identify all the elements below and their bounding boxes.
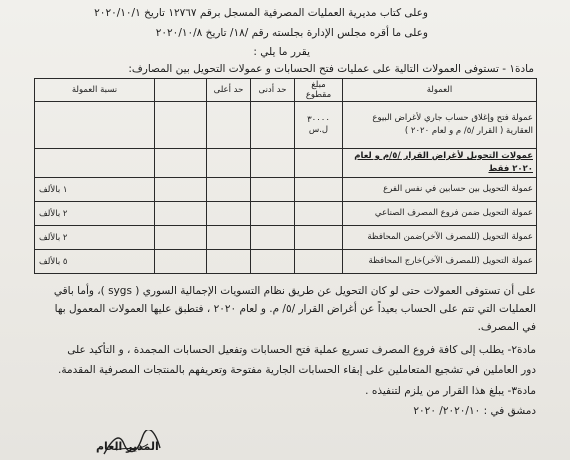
row-max xyxy=(207,102,251,149)
empty-cell xyxy=(207,149,251,178)
empty-cell xyxy=(295,250,343,274)
empty-cell xyxy=(295,226,343,250)
empty-cell xyxy=(295,202,343,226)
row-rate: ٢ بالألف xyxy=(35,202,155,226)
row-description: عمولة التحويل (للمصرف الآخر)خارج المحافظة xyxy=(343,250,537,274)
header-min: حد أدنى xyxy=(251,79,295,102)
header-max: حد أعلى xyxy=(207,79,251,102)
row-rate: ٥ بالألف xyxy=(35,250,155,274)
article-1-heading: مادة١ - تستوفى العمولات التالية على عمليات فتح الحسابات و عمولات التحويل بين المصارف: xyxy=(128,63,534,75)
row-rate: ٢ بالألف xyxy=(35,226,155,250)
row-description: عمولة التحويل بين حسابين في نفس الفرع xyxy=(343,178,537,202)
intro-line-2: وعلى ما أقره مجلس الإدارة بجلسته رقم /١٨/ تاريخ ٢٠٢٠/١٠/٨ xyxy=(155,27,428,39)
header-empty xyxy=(155,79,207,102)
section-heading-cell xyxy=(343,149,537,178)
row-empty xyxy=(155,102,207,149)
empty-cell xyxy=(251,202,295,226)
empty-cell xyxy=(155,226,207,250)
handwritten-signature xyxy=(96,430,166,460)
row-min xyxy=(251,102,295,149)
empty-cell xyxy=(207,178,251,202)
table-row xyxy=(35,202,537,226)
date-line: دمشق في : ٢٠٢٠/١٠/ ٢٠٢٠ xyxy=(413,405,536,417)
row-description: عمولة التحويل (للمصرف الآخر)ضمن المحافظة xyxy=(343,226,537,250)
row-rate xyxy=(35,102,155,149)
empty-cell xyxy=(155,250,207,274)
header-lump-sum: مبلغ مقطوع xyxy=(295,79,343,102)
row-rate: ١ بالألف xyxy=(35,178,155,202)
empty-cell xyxy=(207,202,251,226)
section-heading-row xyxy=(35,149,537,178)
intro-line-1: وعلى كتاب مديرية العمليات المصرفية المسجل برقم ١٢٧٦٧ تاريخ ٢٠٢٠/١٠/١ xyxy=(94,7,428,19)
empty-cell xyxy=(251,250,295,274)
table-header-row xyxy=(35,79,537,102)
article-2-line-2: دور العاملين في تشجيع المتعاملين على إبقاء الحسابات الجارية مفتوحة وتعريفهم بالمنتجات المصرفية المقدمة. xyxy=(58,364,536,376)
row-lump-sum: ٣٠٠٠٠ ل.س xyxy=(295,102,343,149)
empty-cell xyxy=(35,149,155,178)
empty-cell xyxy=(207,250,251,274)
body-paragraph-1-line-3: في المصرف. xyxy=(477,321,536,333)
empty-cell xyxy=(251,149,295,178)
body-paragraph-1-line-2: العمليات التي تتم على الحساب بعيداً عن أغراض القرار /٥/ م. و لعام ٢٠٢٠ ، فتطبق عليها العمولات المعمول بها xyxy=(54,303,536,315)
empty-cell xyxy=(295,178,343,202)
empty-cell xyxy=(295,149,343,178)
header-commission: العمولة xyxy=(343,79,537,102)
empty-cell xyxy=(251,226,295,250)
table-row xyxy=(35,178,537,202)
table-row xyxy=(35,102,537,149)
decides-line: يقرر ما يلي : xyxy=(253,46,310,58)
article-2-line-1: مادة٢- يطلب إلى كافة فروع المصرف تسريع عملية فتح الحسابات وتفعيل الحسابات المجمدة ، و التأكيد على xyxy=(67,344,536,356)
empty-cell xyxy=(207,226,251,250)
commission-table xyxy=(34,78,537,274)
empty-cell xyxy=(251,178,295,202)
empty-cell xyxy=(155,149,207,178)
row-description: عمولة فتح وإغلاق حساب جاري لأغراض البيوع العقارية ( القرار /٥/ م و لعام ٢٠٢٠ ) xyxy=(343,102,537,149)
row-description: عمولة التحويل ضمن فروع المصرف الصناعي xyxy=(343,202,537,226)
table-row xyxy=(35,250,537,274)
article-3: مادة٣- يبلغ هذا القرار من يلزم لتنفيذه . xyxy=(365,385,536,397)
empty-cell xyxy=(155,202,207,226)
section-heading: عمولات التحويل لأغراض القرار /٥/م و لعام ٢٠٢٠ فقط xyxy=(354,151,533,174)
empty-cell xyxy=(155,178,207,202)
signature-title: المدير العام xyxy=(96,440,159,453)
table-row xyxy=(35,226,537,250)
body-paragraph-1-line-1: على أن تستوفى العمولات حتى لو كان التحويل عن طريق نظام التسويات الإجمالية السوري ( sygs )، وأما باقي xyxy=(53,285,536,297)
header-rate: نسبة العمولة xyxy=(35,79,155,102)
